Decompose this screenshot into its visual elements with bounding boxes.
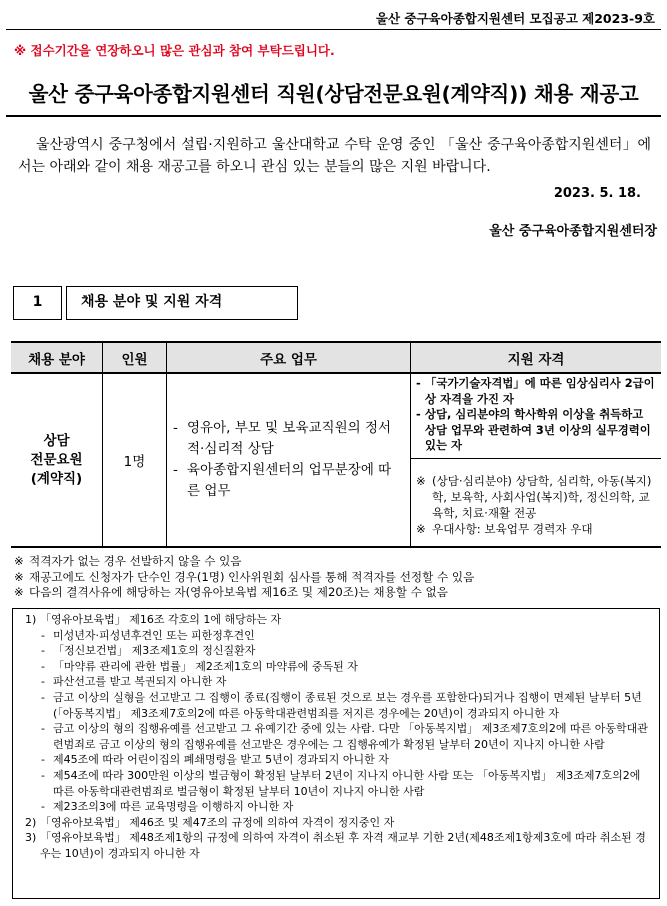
disqualification-item <box>25 612 653 628</box>
qualifications-cell <box>411 373 662 547</box>
subitem-text: 미성년자·피성년후견인 또는 피한정후견인 <box>53 628 255 642</box>
intro-paragraph: 울산광역시 중구청에서 설립·지원하고 울산대학교 수탁 운영 중인 「울산 중구육아종합지원센터」에서는 아래와 같이 채용 재공고를 하오니 관심 있는 분들의 많은 지원 바랍니다. <box>18 137 651 175</box>
item-number: 1) <box>25 613 37 626</box>
note-mark: ※ <box>416 473 426 488</box>
header-field: 채용 분야 <box>11 342 103 373</box>
subitem-text: 파산선고를 받고 복권되지 아니한 자 <box>53 675 227 689</box>
header-duties: 주요 업무 <box>167 342 411 373</box>
note-item <box>14 554 474 570</box>
field-line: (계약직) <box>30 470 83 487</box>
field-line: 상담 <box>43 432 70 449</box>
qualification-note <box>416 473 656 521</box>
note-text: 재공고에도 신청자가 단수인 경우(1명) 인사위원회 심사를 통해 적격자를 선정할 수 있음 <box>29 569 475 584</box>
disqualification-item <box>25 830 653 861</box>
note-mark: ※ <box>416 521 426 536</box>
disqualification-subitem <box>25 768 653 799</box>
subitem-text: 금고 이상의 형의 집행유예를 선고받고 그 유예기간 중에 있는 사람. 다만 「아동복지법」 제3조제7호의2에 따른 아동학대관련범죄로 금고 이상의 형의 집행유예를 선고받은 경우에는 그 집행유예가 확정된 날부터 20년이 지나지 아니한 사람 <box>53 722 648 751</box>
duty-bullet: - <box>173 420 178 436</box>
section-number: 1 <box>13 286 62 320</box>
subitem-text: 제54조에 따라 300만원 이상의 벌금형이 확정된 날부터 2년이 지나지 아니한 사람 또는 「아동복지법」 제3조제7호의2에 따른 아동학대관련범죄로 벌금형이 확정된 날부터 10년이 지나지 아니한 사람 <box>53 768 641 798</box>
note-text: 적격자가 없는 경우 선발하지 않을 수 있음 <box>29 554 242 568</box>
count-cell: 1명 <box>103 373 167 547</box>
subitem-bullet: - <box>41 753 45 767</box>
field-line: 전문요원 <box>30 451 83 468</box>
disqualification-item <box>25 815 653 831</box>
qualification-notes <box>411 459 661 543</box>
page-title: 울산 중구육아종합지원센터 직원(상담전문요원(계약직)) 채용 재공고 <box>28 82 639 106</box>
qualification-text: 상담, 심리분야의 학사학위 이상을 취득하고 상담 업무와 관련하여 3년 이상의 실무경력이 있는 자 <box>425 407 651 452</box>
disqualification-subitem <box>25 690 653 721</box>
duties-cell <box>167 373 411 547</box>
item-text: 「영유아보육법」 제16조 각호의 1에 해당하는 자 <box>40 613 282 626</box>
disqualification-box <box>12 608 660 899</box>
qualification-bullet: - <box>416 407 421 421</box>
subitem-text: 제23조의3에 따른 교육명령을 이행하지 아니한 자 <box>53 800 294 814</box>
subitem-bullet: - <box>41 628 45 642</box>
duty-bullet: - <box>173 462 178 478</box>
note-mark: ※ <box>14 554 24 568</box>
qualification-requirements <box>411 374 661 459</box>
general-notes <box>14 554 474 601</box>
top-divider <box>6 29 661 30</box>
title-divider <box>6 115 661 117</box>
organization-signature: 울산 중구육아종합지원센터장 <box>489 224 657 239</box>
disqualification-subitem <box>25 659 653 675</box>
disqualification-subitem <box>25 628 653 644</box>
notice-date: 2023. 5. 18. <box>553 186 641 201</box>
table-row <box>11 373 661 547</box>
extension-alert: ※ 접수기간을 연장하오니 많은 관심과 참여 부탁드립니다. <box>14 43 335 58</box>
duty-item <box>173 460 404 502</box>
subitem-text: 「정신보건법」 제3조제1호의 정신질환자 <box>53 644 256 658</box>
note-text: 다음의 결격사유에 해당하는 자(영유아보육법 제16조 및 제20조)는 채용할 수 없음 <box>29 585 448 599</box>
subitem-bullet: - <box>41 644 45 658</box>
disqualification-subitem <box>25 752 653 768</box>
qualification-note-text: 우대사항: 보육업무 경력자 우대 <box>432 521 593 536</box>
duty-item <box>173 418 404 460</box>
note-mark: ※ <box>14 569 24 584</box>
qualification-note-text: (상담·심리분야) 상담학, 심리학, 아동(복지)학, 보육학, 사회사업(복지)학, 정신의학, 교육학, 치료·재활 전공 <box>432 473 652 520</box>
disqualification-subitem <box>25 674 653 690</box>
subitem-text: 제45조에 따라 어린이집의 폐쇄명령을 받고 5년이 경과되지 아니한 자 <box>53 753 389 767</box>
qualification-item <box>416 376 656 407</box>
header-count: 인원 <box>103 342 167 373</box>
recruitment-table <box>11 341 661 548</box>
disqualification-subitem <box>25 643 653 659</box>
duty-text: 육아종합지원센터의 업무분장에 따른 업무 <box>187 462 392 499</box>
disqualification-subitem <box>25 799 653 815</box>
note-mark: ※ <box>14 585 24 599</box>
item-number: 3) <box>25 831 37 845</box>
disqualification-subitem <box>25 721 653 752</box>
duty-text: 영유아, 부모 및 보육교직원의 정서적·심리적 상담 <box>187 420 392 457</box>
subitem-bullet: - <box>41 690 45 704</box>
header-qualifications: 지원 자격 <box>411 342 662 373</box>
qualification-note <box>416 521 656 537</box>
subitem-bullet: - <box>41 722 45 736</box>
subitem-text: 「마약류 관리에 관한 법률」 제2조제1호의 마약류에 중독된 자 <box>53 659 358 673</box>
subitem-bullet: - <box>41 768 45 782</box>
notice-number: 울산 중구육아종합지원센터 모집공고 제2023-9호 <box>375 11 655 26</box>
qualification-item <box>416 407 656 454</box>
item-number: 2) <box>25 815 37 829</box>
item-text: 「영유아보육법」 제48조제1항의 규정에 의하여 자격이 취소된 후 자격 재교부 기한 2년(제48조제1항제3호에 따라 취소된 경우는 10년)이 경과되지 아니한 자 <box>40 831 646 860</box>
note-item <box>14 585 474 601</box>
field-cell <box>11 373 103 547</box>
subitem-bullet: - <box>41 659 45 673</box>
subitem-text: 금고 이상의 실형을 선고받고 그 집행이 종료(집행이 종료된 것으로 보는 경우를 포함한다)되거나 집행이 면제된 날부터 5년(「아동복지법」 제3조제7호의2에 따른 아동학대관련범죄를 저지른 경우에는 20년)이 경과되지 아니한 자 <box>53 690 642 720</box>
item-text: 「영유아보육법」 제46조 및 제47조의 규정에 의하여 자격이 정지중인 자 <box>40 815 395 829</box>
table-header-row <box>11 342 661 373</box>
note-item <box>14 570 474 586</box>
qualification-bullet: - <box>416 376 421 390</box>
subitem-bullet: - <box>41 800 45 814</box>
qualification-text: 「국가기술자격법」에 따른 임상심리사 2급이상 자격을 가진 자 <box>425 376 655 406</box>
section-title: 채용 분야 및 지원 자격 <box>66 286 298 320</box>
subitem-bullet: - <box>41 675 45 689</box>
